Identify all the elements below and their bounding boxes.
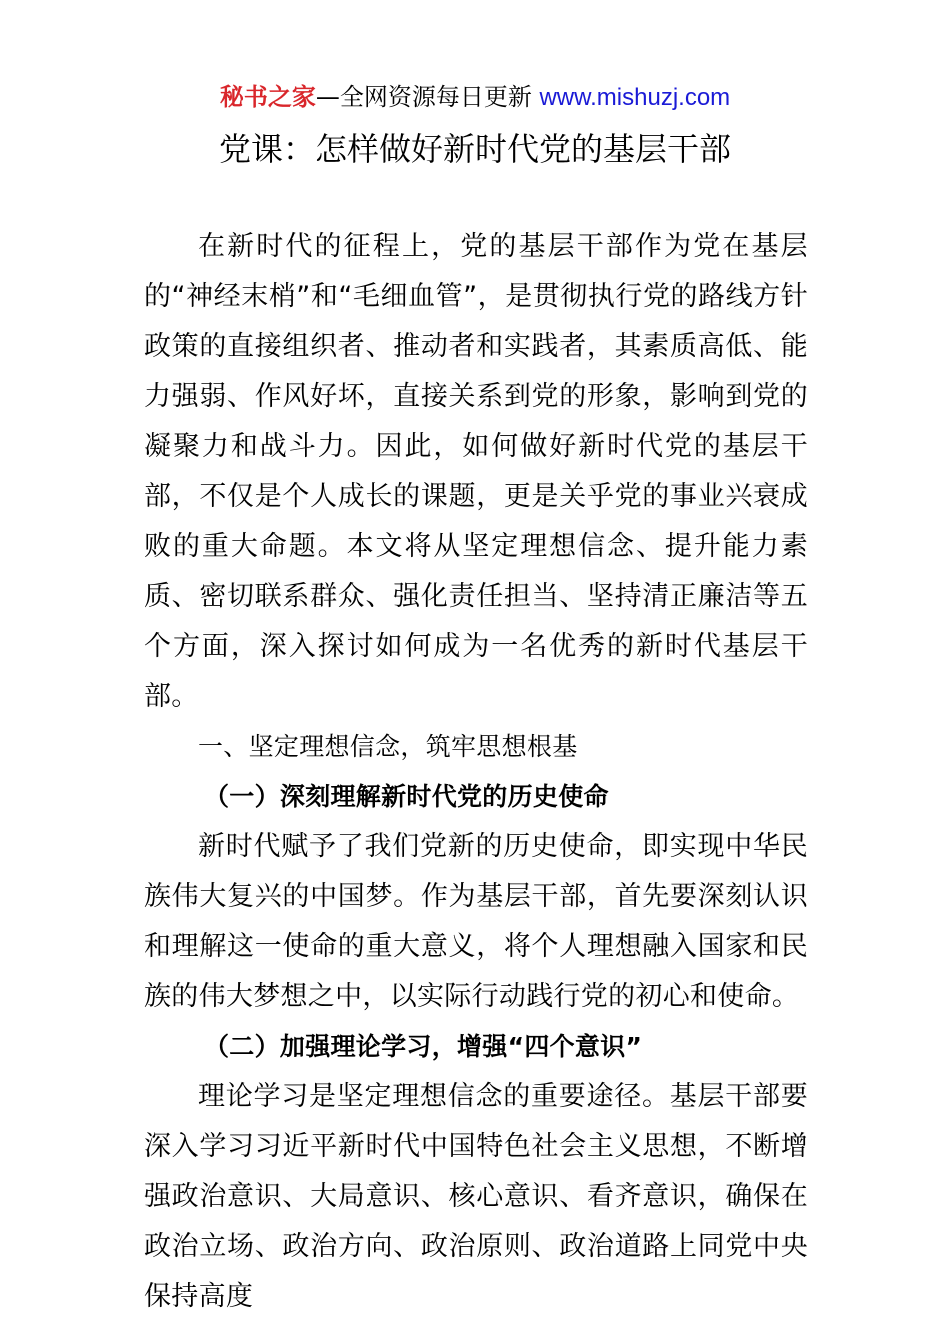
site-header <box>0 80 950 115</box>
section-1-heading: 一、坚定理想信念，筑牢思想根基 <box>198 732 578 761</box>
header-tagline: —全网资源每日更新 <box>315 83 540 111</box>
subsection-2-heading: （二）加强理论学习，增强“四个意识” <box>204 1032 643 1061</box>
subsection-1-heading: （一）深刻理解新时代党的历史使命 <box>204 782 609 811</box>
document-body <box>144 222 808 1322</box>
site-url-link[interactable]: www.mishuzj.com <box>539 84 731 111</box>
document-title: 党课：怎样做好新时代党的基层干部 <box>218 130 731 168</box>
subsection-2-paragraph: 理论学习是坚定理想信念的重要途径。基层干部要深入学习习近平新时代中国特色社会主义思想，不断增强政治意识、大局意识、核心意识、看齐意识，确保在政治立场、政治方向、政治原则、政治道路上同党中央保持高度 <box>144 1081 808 1312</box>
subsection-1-paragraph: 新时代赋予了我们党新的历史使命，即实现中华民族伟大复兴的中国梦。作为基层干部，首先要深刻认识和理解这一使命的重大意义，将个人理想融入国家和民族的伟大梦想之中，以实际行动践行党的初心和使命。 <box>144 831 808 1012</box>
brand-name: 秘书之家 <box>219 83 316 111</box>
intro-paragraph: 在新时代的征程上，党的基层干部作为党在基层的“神经末梢”和“毛细血管”，是贯彻执行党的路线方针政策的直接组织者、推动者和实践者，其素质高低、能力强弱、作风好坏，直接关系到党的形象，影响到党的凝聚力和战斗力。因此，如何做好新时代党的基层干部，不仅是个人成长的课题，更是关乎党的事业兴衰成败的重大命题。本文将从坚定理想信念、提升能力素质、密切联系群众、强化责任担当、坚持清正廉洁等五个方面，深入探讨如何成为一名优秀的新时代基层干部。 <box>144 231 808 712</box>
